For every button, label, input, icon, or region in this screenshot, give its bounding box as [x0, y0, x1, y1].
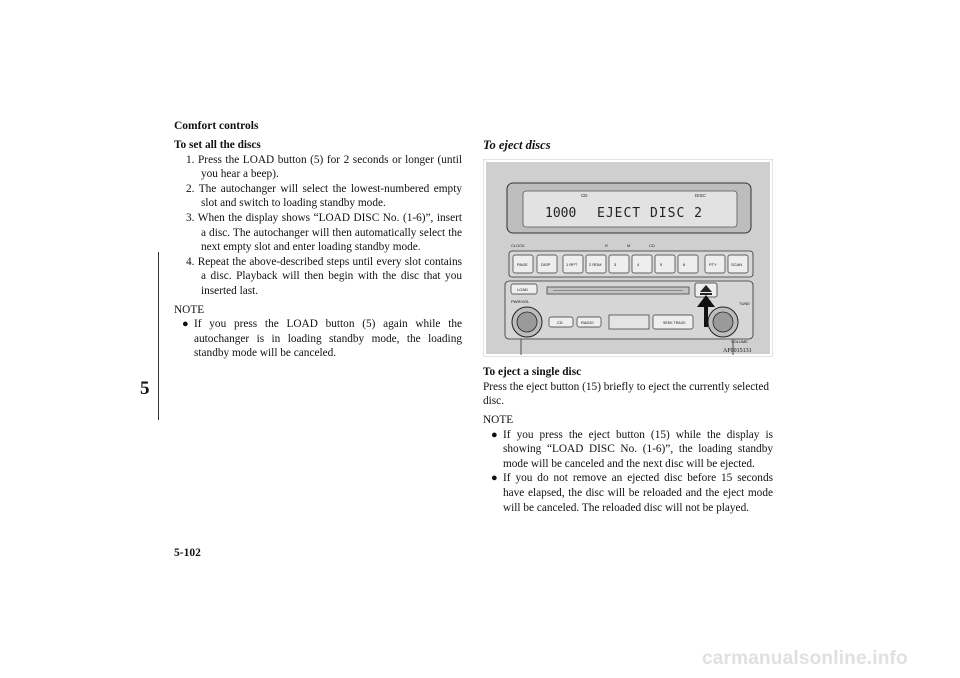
bullet-icon: ●: [491, 472, 498, 485]
watermark: carmanualsonline.info: [702, 648, 908, 669]
chapter-number: 5: [140, 378, 150, 399]
note-label: NOTE: [483, 413, 514, 426]
page-header: Comfort controls: [174, 120, 259, 132]
preset-6-button: [678, 255, 698, 273]
svg-text:3: 3: [614, 261, 617, 267]
page-number: 5-102: [174, 547, 201, 559]
svg-text:M: M: [627, 242, 631, 248]
preset-5-button: [655, 255, 675, 273]
step-2: 2. The autochanger will select the lowest-numbered empty slot and switch to loading standby mode.: [186, 182, 462, 210]
right-column: [483, 138, 773, 515]
svg-text:5: 5: [660, 261, 663, 267]
svg-text:VOLUME: VOLUME: [731, 338, 748, 344]
svg-text:SCAN: SCAN: [731, 261, 743, 267]
chapter-tab: [140, 252, 159, 420]
note-item: ● If you press the LOAD button (5) again while the autochanger is in loading standby mode, the loading standby mode will be canceled.: [182, 318, 462, 360]
bullet-icon: ●: [182, 318, 189, 331]
svg-text:DISP: DISP: [541, 261, 551, 267]
eject-single-heading: To eject a single disc: [483, 366, 582, 379]
svg-text:RADIO: RADIO: [581, 319, 594, 325]
step-4: 4. Repeat the above-described steps until every slot contains a disc. Playback will then begin with the disc that you inserted last.: [186, 255, 462, 297]
set-discs-heading: To set all the discs: [174, 139, 261, 151]
svg-text:PTY: PTY: [709, 261, 717, 267]
radio-panel-figure: [483, 159, 773, 357]
display-cd-indicator: CD: [581, 192, 588, 198]
step-1: 1. Press the LOAD button (5) for 2 seconds or longer (until you hear a beep).: [186, 153, 462, 181]
step-3: 3. When the display shows “LOAD DISC No. (1-6)”, insert a disc. The autochanger will then automatically select the next empty slot and enter loading standby mode.: [186, 211, 462, 254]
eject-discs-title: To eject discs: [483, 138, 551, 152]
svg-text:SEEK TRACK: SEEK TRACK: [663, 320, 686, 325]
bullet-icon: ●: [491, 428, 498, 441]
display-left-digits: 1000: [545, 205, 577, 221]
figure-id: AF0015131: [723, 347, 752, 354]
svg-text:6: 6: [683, 261, 686, 267]
svg-text:CD: CD: [557, 319, 563, 325]
note-label: NOTE: [174, 303, 205, 316]
svg-text:1 RPT: 1 RPT: [566, 261, 578, 267]
note-item: ● If you do not remove an ejected disc before 15 seconds have elapsed, the disc will be reloaded and the eject mode will be canceled. The reloaded disc will not be played.: [491, 472, 773, 514]
svg-text:4: 4: [637, 261, 640, 267]
svg-text:2 RDM: 2 RDM: [589, 261, 602, 267]
eject-single-paragraph: Press the eject button (15) briefly to eject the currently selected disc.: [483, 380, 770, 408]
svg-text:PAGE: PAGE: [517, 261, 528, 267]
left-column: [174, 138, 462, 361]
display-disc-indicator: DISC: [695, 192, 706, 198]
note-item: ● If you press the eject button (15) while the display is showing “LOAD DISC No. (1-6)”, the loading standby mode will be canceled and the next disc will be ejected.: [491, 428, 773, 470]
svg-text:PWR/VOL: PWR/VOL: [511, 298, 530, 304]
clock-label: CLOCK: [511, 242, 525, 248]
svg-text:LOAD: LOAD: [517, 286, 528, 292]
svg-text:TUNE: TUNE: [739, 300, 750, 306]
preset-3-button: [609, 255, 629, 273]
svg-text:R: R: [605, 242, 608, 248]
display-main-text: EJECT DISC 2: [597, 205, 703, 221]
svg-text:CD: CD: [649, 242, 655, 248]
preset-4-button: [632, 255, 652, 273]
